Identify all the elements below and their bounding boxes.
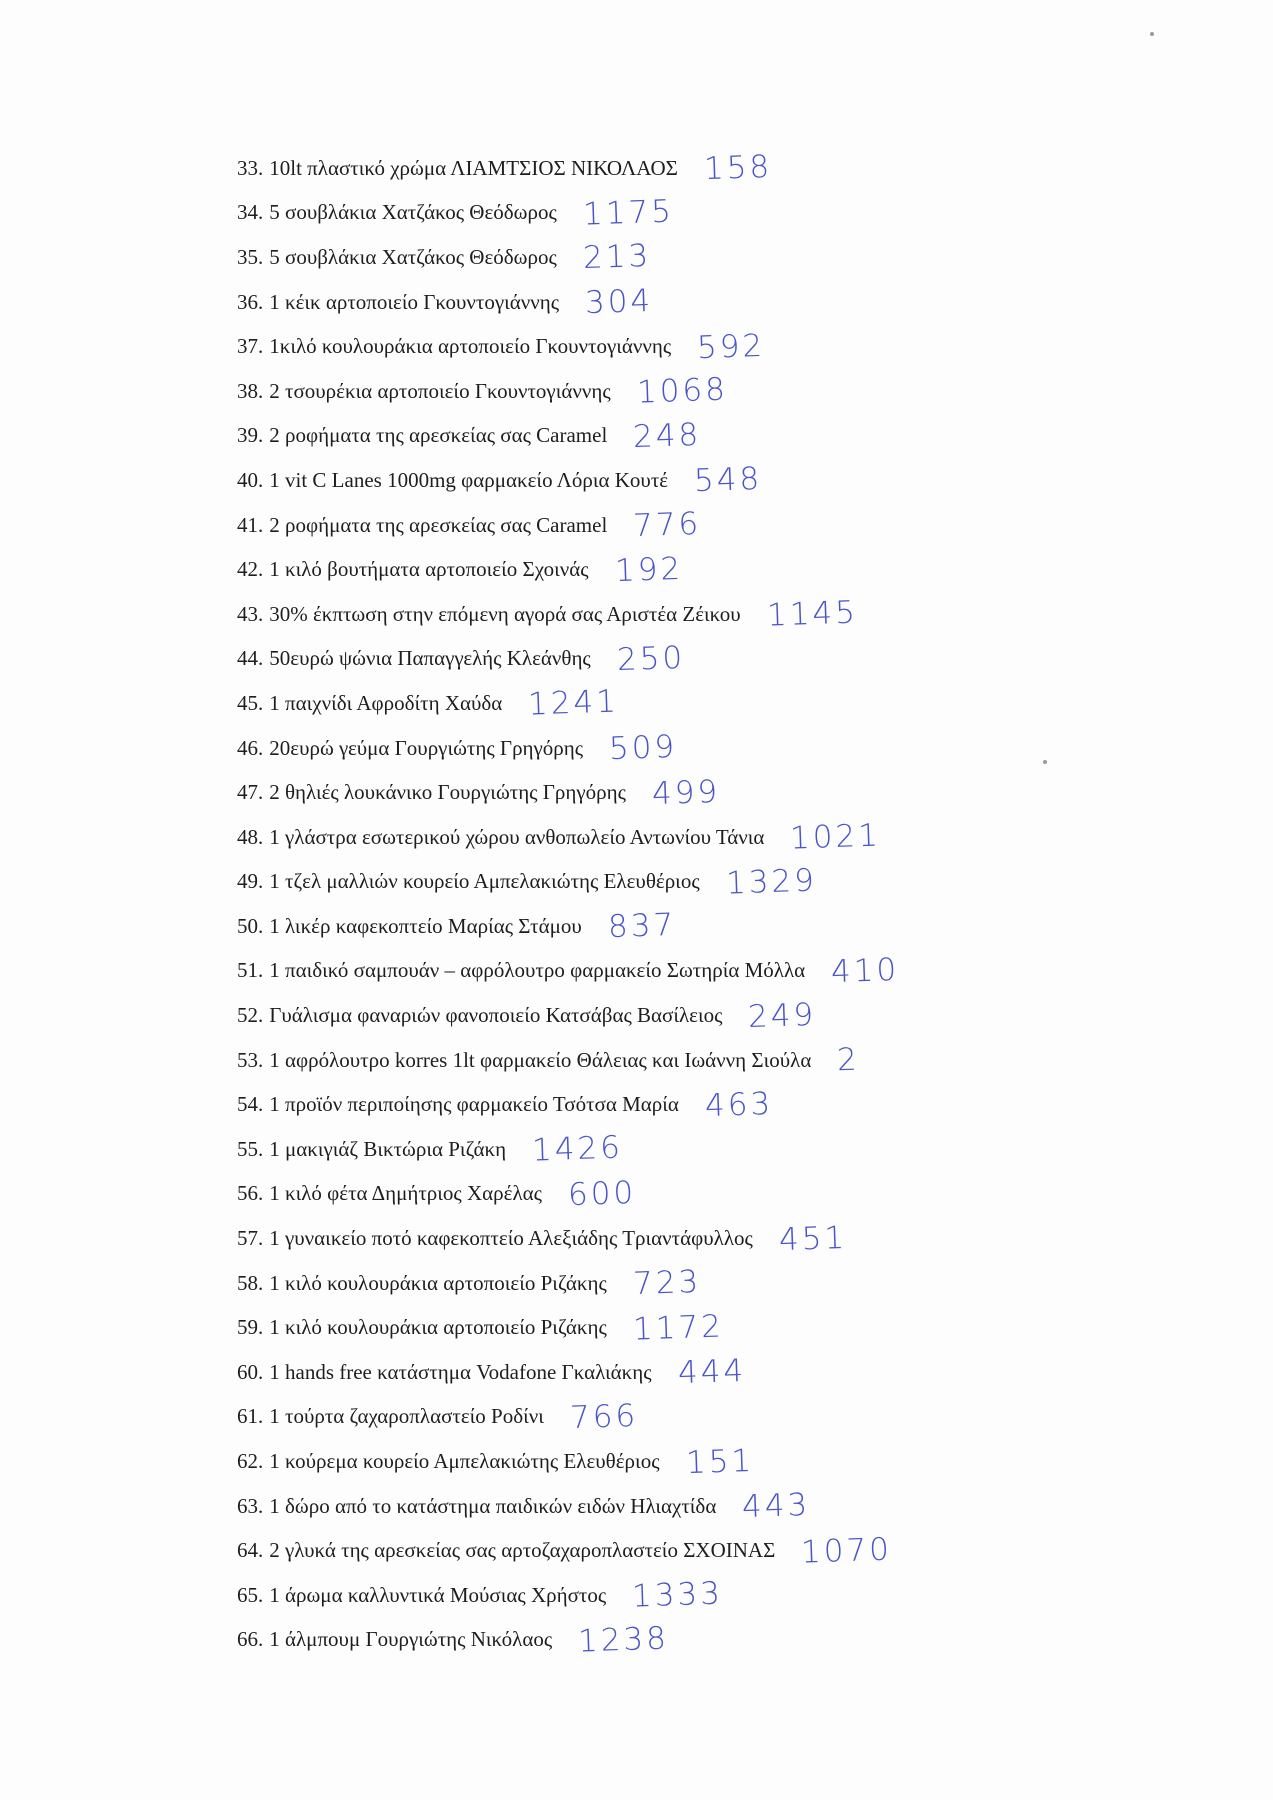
handwritten-code: 1070	[800, 1531, 893, 1571]
handwritten-code: 1329	[725, 862, 818, 902]
prize-list	[237, 146, 899, 1662]
handwritten-code: 1333	[631, 1575, 724, 1615]
item-description: Γυάλισμα φαναριών φανοποιείο Κατσάβας Βασίλειος	[269, 1003, 723, 1028]
item-number: 52.	[237, 1003, 264, 1028]
item-number: 38.	[237, 378, 264, 403]
item-description: 1 κιλό βουτήματα αρτοποιείο Σχοινάς	[269, 557, 589, 582]
list-item	[237, 191, 899, 236]
list-item	[237, 458, 899, 503]
item-description: 1 κούρεμα κουρείο Αμπελακιώτης Ελευθέριος	[269, 1449, 660, 1474]
handwritten-code: 1241	[527, 683, 620, 723]
item-number: 45.	[237, 690, 264, 715]
item-number: 55.	[237, 1136, 264, 1161]
list-item	[237, 726, 899, 771]
item-description: 5 σουβλάκια Χατζάκος Θεόδωρος	[269, 200, 557, 225]
item-description: 1 γυναικείο ποτό καφεκοπτείο Αλεξιάδης Τριαντάφυλλος	[269, 1226, 753, 1251]
item-description: 30% έκπτωση στην επόμενη αγορά σας Αριστέα Ζέικου	[269, 601, 741, 626]
item-number: 35.	[237, 244, 264, 269]
item-number: 37.	[237, 334, 264, 359]
item-number: 44.	[237, 646, 264, 671]
handwritten-code: 499	[651, 773, 721, 812]
list-item	[237, 1350, 899, 1395]
item-description: 1 vit C Lanes 1000mg φαρμακείο Λόρια Κουτέ	[269, 467, 669, 492]
item-description: 2 θηλιές λουκάνικο Γουργιώτης Γρηγόρης	[269, 780, 626, 805]
item-number: 58.	[237, 1270, 264, 1295]
handwritten-code: 463	[704, 1085, 774, 1124]
item-number: 40.	[237, 467, 264, 492]
item-number: 39.	[237, 423, 264, 448]
list-item	[237, 146, 899, 191]
handwritten-code: 151	[684, 1442, 755, 1481]
item-description: 1 τούρτα ζαχαροπλαστείο Ροδίνι	[269, 1404, 544, 1429]
handwritten-code: 213	[582, 238, 652, 277]
list-item	[237, 235, 899, 280]
item-description: 1 παιχνίδι Αφροδίτη Χαύδα	[269, 690, 503, 715]
handwritten-code: 1426	[531, 1129, 624, 1169]
item-description: 1 μακιγιάζ Βικτώρια Ριζάκη	[269, 1136, 507, 1161]
list-item	[237, 949, 899, 994]
list-item	[237, 1261, 899, 1306]
handwritten-code: 451	[778, 1219, 848, 1258]
list-item	[237, 1528, 899, 1573]
item-description: 2 ροφήματα της αρεσκείας σας Caramel	[269, 423, 608, 448]
item-description: 1 δώρο από το κατάστημα παιδικών ειδών Ηλιαχτίδα	[269, 1493, 717, 1518]
list-item	[237, 1395, 899, 1440]
item-description: 1 γλάστρα εσωτερικού χώρου ανθοπωλείο Αντωνίου Τάνια	[269, 824, 765, 849]
list-item	[237, 860, 899, 905]
item-description: 1 κιλό κουλουράκια αρτοποιείο Ριζάκης	[269, 1270, 607, 1295]
handwritten-code: 410	[830, 951, 900, 991]
handwritten-code: 592	[696, 327, 766, 366]
item-number: 41.	[237, 512, 264, 537]
list-item	[237, 1439, 899, 1484]
item-description: 2 γλυκά της αρεσκείας σας αρτοζαχαροπλαστείο ΣΧΟΙΝΑΣ	[269, 1538, 776, 1563]
list-item	[237, 547, 899, 592]
item-number: 34.	[237, 200, 264, 225]
item-description: 2 τσουρέκια αρτοποιείο Γκουντογιάννης	[269, 378, 611, 403]
scan-speck	[1150, 32, 1154, 36]
handwritten-code: 1145	[766, 594, 859, 634]
item-description: 2 ροφήματα της αρεσκείας σας Caramel	[269, 512, 608, 537]
item-number: 56.	[237, 1181, 264, 1206]
list-item	[237, 993, 899, 1038]
handwritten-code: 1172	[632, 1308, 725, 1348]
handwritten-code: 250	[616, 639, 686, 679]
list-item	[237, 503, 899, 548]
handwritten-code: 2	[836, 1041, 861, 1079]
list-item	[237, 280, 899, 325]
scan-speck	[1043, 760, 1047, 764]
handwritten-code: 837	[607, 907, 677, 946]
item-number: 46.	[237, 735, 264, 760]
item-description: 1 παιδικό σαμπουάν – αφρόλουτρο φαρμακείο Σωτηρία Μόλλα	[269, 958, 806, 983]
handwritten-code: 443	[741, 1486, 812, 1526]
item-number: 60.	[237, 1359, 264, 1384]
item-number: 51.	[237, 958, 264, 983]
list-item	[237, 904, 899, 949]
item-number: 54.	[237, 1092, 264, 1117]
handwritten-code: 1238	[577, 1620, 670, 1660]
item-number: 64.	[237, 1538, 264, 1563]
item-description: 1 άλμπουμ Γουργιώτης Νικόλαος	[269, 1627, 553, 1652]
handwritten-code: 248	[632, 416, 703, 456]
list-item	[237, 324, 899, 369]
item-number: 66.	[237, 1627, 264, 1652]
list-item	[237, 637, 899, 682]
list-item	[237, 1573, 899, 1618]
handwritten-code: 444	[676, 1353, 747, 1392]
item-description: 20ευρώ γεύμα Γουργιώτης Γρηγόρης	[269, 735, 584, 760]
item-description: 50ευρώ ψώνια Παπαγγελής Κλεάνθης	[269, 646, 591, 671]
list-item	[237, 1305, 899, 1350]
handwritten-code: 776	[632, 505, 703, 545]
item-description: 10lt πλαστικό χρώμα ΛΙΑΜΤΣΙΟΣ ΝΙΚΟΛΑΟΣ	[269, 155, 678, 180]
item-description: 1 άρωμα καλλυντικά Μούσιας Χρήστος	[269, 1582, 607, 1607]
item-number: 63.	[237, 1493, 264, 1518]
item-description: 1κιλό κουλουράκια αρτοποιείο Γκουντογιάννης	[269, 334, 672, 359]
list-item	[237, 1038, 899, 1083]
list-item	[237, 1082, 899, 1127]
list-item	[237, 1484, 899, 1529]
item-description: 1 αφρόλουτρο korres 1lt φαρμακείο Θάλειας και Ιωάννη Σιούλα	[269, 1047, 812, 1072]
handwritten-code: 548	[693, 461, 763, 500]
item-number: 42.	[237, 557, 264, 582]
item-number: 57.	[237, 1226, 264, 1251]
item-number: 53.	[237, 1047, 264, 1072]
item-description: 1 κιλό κουλουράκια αρτοποιείο Ριζάκης	[269, 1315, 607, 1340]
handwritten-code: 192	[613, 550, 684, 589]
item-number: 62.	[237, 1449, 264, 1474]
item-number: 47.	[237, 780, 264, 805]
item-description: 5 σουβλάκια Χατζάκος Θεόδωρος	[269, 244, 557, 269]
item-number: 48.	[237, 824, 264, 849]
item-description: 1 hands free κατάστημα Vodafone Γκαλιάκης	[269, 1359, 652, 1384]
item-number: 36.	[237, 289, 264, 314]
item-number: 59.	[237, 1315, 264, 1340]
list-item	[237, 592, 899, 637]
list-item	[237, 681, 899, 726]
item-description: 1 τζελ μαλλιών κουρείο Αμπελακιώτης Ελευθέριος	[269, 869, 700, 894]
list-item	[237, 1172, 899, 1217]
handwritten-code: 249	[747, 996, 818, 1035]
list-item	[237, 1216, 899, 1261]
handwritten-code: 1175	[582, 193, 675, 233]
handwritten-code: 158	[703, 149, 773, 188]
list-item	[237, 770, 899, 815]
handwritten-code: 600	[567, 1174, 637, 1214]
item-number: 65.	[237, 1582, 264, 1607]
handwritten-code: 1068	[636, 371, 729, 411]
handwritten-code: 766	[569, 1397, 639, 1437]
item-description: 1 κέικ αρτοποιείο Γκουντογιάννης	[269, 289, 560, 314]
handwritten-code: 304	[584, 282, 654, 322]
handwritten-code: 723	[632, 1263, 702, 1303]
list-item	[237, 1618, 899, 1663]
item-number: 50.	[237, 913, 264, 938]
handwritten-code: 1021	[789, 817, 882, 857]
item-number: 49.	[237, 869, 264, 894]
item-description: 1 προϊόν περιποίησης φαρμακείο Τσότσα Μαρία	[269, 1092, 679, 1117]
list-item	[237, 369, 899, 414]
item-description: 1 κιλό φέτα Δημήτριος Χαρέλας	[269, 1181, 542, 1206]
item-description: 1 λικέρ καφεκοπτείο Μαρίας Στάμου	[269, 913, 582, 938]
list-item	[237, 1127, 899, 1172]
list-item	[237, 414, 899, 459]
item-number: 61.	[237, 1404, 264, 1429]
list-item	[237, 815, 899, 860]
item-number: 33.	[237, 155, 264, 180]
handwritten-code: 509	[608, 728, 678, 768]
item-number: 43.	[237, 601, 264, 626]
